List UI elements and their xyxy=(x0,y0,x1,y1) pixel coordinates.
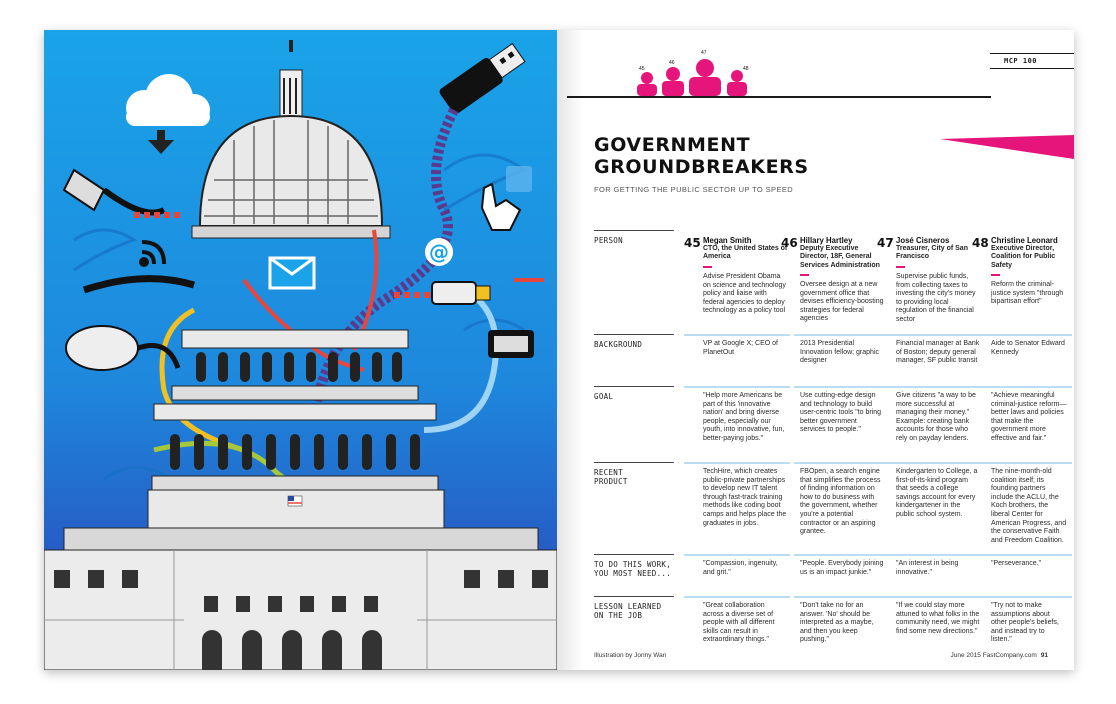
cell-divider xyxy=(684,596,790,598)
section-tag: MCP 100 xyxy=(990,53,1074,69)
row-label-background: BACKGROUND xyxy=(594,340,643,349)
header-rule xyxy=(567,96,991,98)
capitol-illustration xyxy=(44,30,557,670)
cell-divider xyxy=(986,554,1072,556)
person-goal: Use cutting-edge design and technology to build user-centric tools "to bring better government services to people." xyxy=(800,392,882,434)
person-background: Aide to Senator Edward Kennedy xyxy=(991,340,1065,356)
cell-divider xyxy=(794,386,891,388)
row-label-lesson: LESSON LEARNED ON THE JOB xyxy=(594,602,662,620)
accent-dash xyxy=(703,266,712,268)
person-role: Advise President Obama on science and technology policy and liaise with federal agencies to deploy technology as a policy tool xyxy=(703,273,786,315)
svg-text:@: @ xyxy=(429,240,449,264)
accent-dash xyxy=(896,266,905,268)
row-rule xyxy=(594,554,674,555)
person-recent-product: Kindergarten to College, a first-of-its-kind program that seeds a college savings account for every kindergartener in the public school system. xyxy=(896,468,978,518)
cell-divider xyxy=(684,386,790,388)
person-recent-product: FBOpen, a search engine that simplifies the process of finding information on how to do business with the government, whether you're a potential contractor or an aspiring grantee. xyxy=(800,468,881,536)
person-goal: Give citizens "a way to be more successful at managing their money." Example: creating bank accounts for those who rely on payday lenders. xyxy=(896,392,976,442)
magazine-spread xyxy=(44,30,1074,670)
person-name: Megan Smith xyxy=(703,236,752,245)
row-rule xyxy=(594,462,674,463)
row-rule xyxy=(594,596,674,597)
person-recent-product: The nine-month-old coalition itself; its founding partners include the ACLU, the Koch brothers, the liberal Center for American Progress, and the conservative Faith and Freedom Coalition. xyxy=(991,468,1067,544)
cell-divider xyxy=(986,334,1072,336)
person-background: VP at Google X; CEO of PlanetOut xyxy=(703,340,778,356)
person-name: Hillary Hartley xyxy=(800,236,853,245)
cell-divider xyxy=(684,462,790,464)
article-title: GOVERNMENT GROUNDBREAKERS xyxy=(594,134,809,178)
person-lesson: "Great collaboration across a diverse set of people with all different skills can result in extraordinary things." xyxy=(703,602,775,644)
cell-divider xyxy=(890,554,987,556)
person-number: 46 xyxy=(781,236,798,250)
person-to-do: "Perseverance." xyxy=(991,560,1042,567)
vga-connector-icon xyxy=(488,330,534,358)
person-goal: "Help more Americans be part of this 'innovative nation' and bring diverse people, especially our youth, into innovative, fun, better-paying jobs." xyxy=(703,392,785,442)
page-number: 91 xyxy=(1040,652,1048,659)
cell-divider xyxy=(890,386,987,388)
person-role: Oversee design at a new government office that devises efficiency-boosting strategies for federal agencies xyxy=(800,281,884,323)
article-page xyxy=(557,30,1074,670)
article-subtitle: FOR GETTING THE PUBLIC SECTOR UP TO SPEED xyxy=(594,185,794,194)
cell-divider xyxy=(794,334,891,336)
cell-divider xyxy=(794,462,891,464)
cell-divider xyxy=(986,462,1072,464)
person-role: Supervise public funds, from collecting taxes to investing the city's money to providing local regulation of the financial sector xyxy=(896,273,976,323)
thumb-number: 45 xyxy=(639,66,645,72)
cell-divider xyxy=(986,386,1072,388)
person-lesson: "Try not to make assumptions about other people's beliefs, and instead try to listen." xyxy=(991,602,1059,644)
cell-divider xyxy=(890,596,987,598)
page-folio: June 2015 FastCompany.com 91 xyxy=(950,652,1048,659)
at-sign-icon xyxy=(425,238,453,266)
person-title: Deputy Executive Director, 18F, General Services Administration xyxy=(800,245,880,269)
row-rule xyxy=(594,230,674,231)
cell-divider xyxy=(986,596,1072,598)
flag-icon xyxy=(288,496,302,506)
thumb-number: 46 xyxy=(669,60,675,66)
accent-dash xyxy=(991,274,1000,276)
portrait-thumbnails xyxy=(629,44,761,96)
person-to-do: "An interest in being innovative." xyxy=(896,560,959,576)
thumb-number: 47 xyxy=(701,50,707,56)
person-goal: "Achieve meaningful criminal-justice reform—better laws and policies that make the government more effective and fair." xyxy=(991,392,1067,442)
accent-dash xyxy=(800,274,809,276)
illustration-credit: Illustration by Jonny Wan xyxy=(594,652,667,659)
person-to-do: "Compassion, ingenuity, and grit." xyxy=(703,560,778,576)
accent-wedge xyxy=(940,135,1074,159)
cell-divider xyxy=(684,334,790,336)
row-label-to-do: TO DO THIS WORK, YOU MOST NEED... xyxy=(594,560,672,578)
row-rule xyxy=(594,386,674,387)
person-number: 48 xyxy=(972,236,989,250)
cell-divider xyxy=(794,554,891,556)
person-recent-product: TechHire, which creates public-private partnerships to develop new IT talent through fast-track training methods like coding boot camps and helps place the graduates in jobs. xyxy=(703,468,787,527)
cell-divider xyxy=(684,554,790,556)
cell-divider xyxy=(890,462,987,464)
person-title: CTO, the United States of America xyxy=(703,245,788,261)
cell-divider xyxy=(890,334,987,336)
row-label-recent-product: RECENT PRODUCT xyxy=(594,468,628,486)
envelope-icon xyxy=(270,258,314,288)
person-lesson: "Don't take no for an answer. 'No' should be interpreted as a maybe, and then you keep pushing." xyxy=(800,602,874,644)
person-to-do: "People. Everybody joining us is an impact junkie." xyxy=(800,560,884,576)
person-background: 2013 Presidential Innovation fellow; graphic designer xyxy=(800,340,879,365)
person-number: 47 xyxy=(877,236,894,250)
row-label-person: PERSON xyxy=(594,236,623,245)
thumb-number: 48 xyxy=(743,66,749,72)
row-rule xyxy=(594,334,674,335)
person-lesson: "If we could stay more attuned to what folks in the community need, we might find some new directions." xyxy=(896,602,980,635)
person-title: Treasurer, City of San Francisco xyxy=(896,245,968,261)
person-number: 45 xyxy=(684,236,701,250)
row-label-goal: GOAL xyxy=(594,392,614,401)
person-role: Reform the criminal-justice system "through bipartisan effort" xyxy=(991,281,1064,306)
person-name: Christine Leonard xyxy=(991,236,1058,245)
cell-divider xyxy=(794,596,891,598)
person-name: José Cisneros xyxy=(896,236,950,245)
person-background: Financial manager at Bank of Boston; deputy general manager, SF public transit xyxy=(896,340,980,365)
person-title: Executive Director, Coalition for Public Safety xyxy=(991,245,1056,269)
